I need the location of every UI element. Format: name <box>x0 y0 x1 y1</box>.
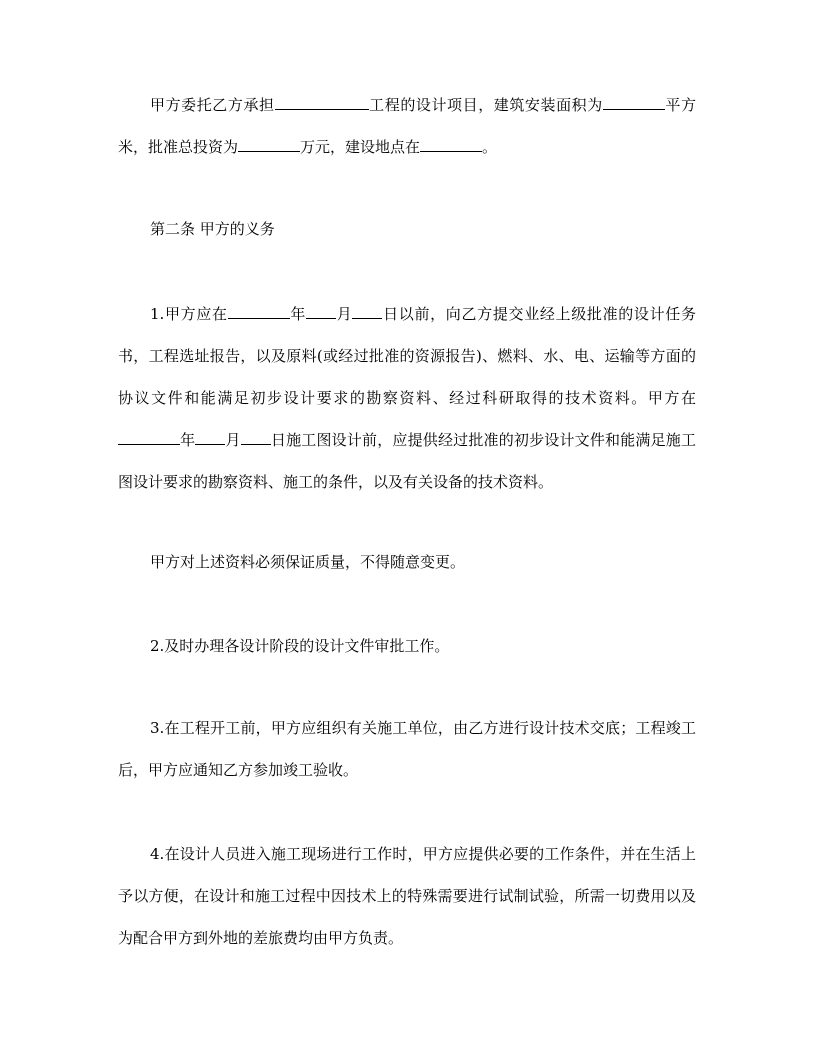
text-commission-2: 工程的设计项目，建筑安装面积为 <box>368 96 603 114</box>
paragraph-commission <box>118 84 696 168</box>
paragraph-obligation-3: 3.在工程开工前，甲方应组织有关施工单位，由乙方进行设计技术交底；工程竣工后，甲方应通知乙方参加竣工验收。 <box>118 719 696 779</box>
text-commission-1: 甲方委托乙方承担 <box>150 96 275 114</box>
paragraph-quality: 甲方对上述资料必须保证质量，不得随意变更。 <box>150 553 466 571</box>
blank-year-2[interactable] <box>118 429 180 445</box>
text-commission-4: 万元，建设地点在 <box>300 138 421 156</box>
text-ob1-3: 月 <box>336 305 353 323</box>
paragraph-obligation-1 <box>118 293 696 503</box>
paragraph-obligation-4: 4.在设计人员进入施工现场进行工作时，甲方应提供必要的工作条件，并在生活上予以方便，在设计和施工过程中因技术上的特殊需要进行试制试验，所需一切费用以及为配合甲方到外地的差旅费均由甲方负责。 <box>118 845 696 947</box>
text-ob1-5: 年 <box>180 431 196 449</box>
text-ob1-2: 年 <box>289 305 307 323</box>
blank-month-1[interactable] <box>306 303 336 319</box>
text-ob1-4: 日以前，向乙方提交业经上级批准的设计任务书，工程选址报告，以及原料(或经过批准的资源报告)、燃料、水、电、运输等方面的协议文件和能满足初步设计要求的勘察资料、经过科研取得的技术资料。甲方在 <box>118 305 696 407</box>
text-commission-3: 平方米，批准总投资为 <box>118 96 696 156</box>
paragraph-obligation-2: 2.及时办理各设计阶段的设计文件审批工作。 <box>150 637 450 655</box>
blank-day-1[interactable] <box>352 303 382 319</box>
text-ob1-1: 1.甲方应在 <box>150 305 228 323</box>
text-commission-5: 。 <box>482 138 498 156</box>
blank-investment[interactable] <box>238 136 300 152</box>
blank-project-name[interactable] <box>275 94 369 110</box>
blank-area[interactable] <box>603 94 665 110</box>
blank-month-2[interactable] <box>195 429 225 445</box>
section-heading: 第二条 甲方的义务 <box>150 220 275 238</box>
text-ob1-6: 月 <box>225 431 241 449</box>
text-ob1-7: 日施工图设计前，应提供经过批准的初步设计文件和能满足施工图设计要求的勘察资料、施工的条件，以及有关设备的技术资料。 <box>118 431 696 491</box>
blank-year-1[interactable] <box>228 303 290 319</box>
blank-site[interactable] <box>420 136 482 152</box>
blank-day-2[interactable] <box>241 429 271 445</box>
